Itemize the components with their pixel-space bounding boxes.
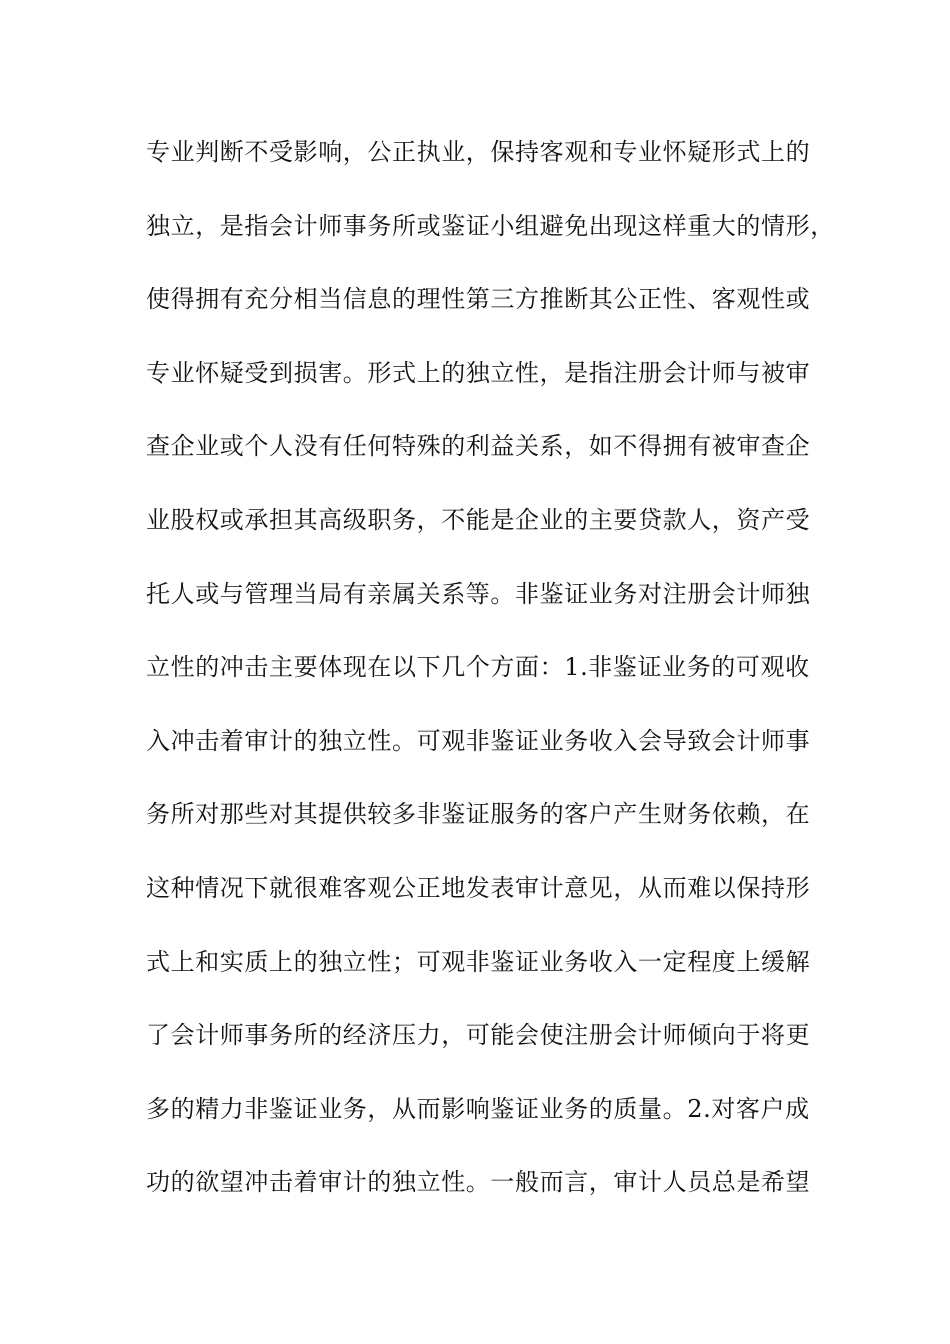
text-line-3: 使得拥有充分相当信息的理性第三方推断其公正性、客观性或 — [146, 285, 811, 314]
text-line-7: 托人或与管理当局有亲属关系等。非鉴证业务对注册会计师独 — [146, 579, 811, 608]
text-line-6: 业股权或承担其高级职务，不能是企业的主要贷款人，资产受 — [146, 505, 811, 534]
text-line-15: 功的欲望冲击着审计的独立性。一般而言，审计人员总是希望 — [146, 1168, 811, 1197]
text-line-1: 专业判断不受影响，公正执业，保持客观和专业怀疑形式上的 — [146, 138, 811, 166]
text-line-2: 独立，是指会计师事务所或鉴证小组避免出现这样重大的情形， — [146, 211, 835, 240]
text-line-13: 了会计师事务所的经济压力，可能会使注册会计师倾向于将更 — [146, 1021, 811, 1050]
text-line-4: 专业怀疑受到损害。形式上的独立性，是指注册会计师与被审 — [146, 358, 811, 387]
text-line-11: 这种情况下就很难客观公正地发表审计意见，从而难以保持形 — [146, 873, 811, 902]
text-line-14: 多的精力非鉴证业务，从而影响鉴证业务的质量。2.对客户成 — [146, 1094, 810, 1123]
text-line-8: 立性的冲击主要体现在以下几个方面：1.非鉴证业务的可观收 — [146, 653, 810, 682]
text-line-12: 式上和实质上的独立性；可观非鉴证业务收入一定程度上缓解 — [146, 947, 811, 976]
text-line-10: 务所对那些对其提供较多非鉴证服务的客户产生财务依赖，在 — [146, 800, 811, 829]
text-line-9: 入冲击着审计的独立性。可观非鉴证业务收入会导致会计师事 — [146, 726, 811, 755]
text-line-5: 查企业或个人没有任何特殊的利益关系，如不得拥有被审查企 — [146, 432, 811, 461]
body-text — [146, 132, 835, 1236]
